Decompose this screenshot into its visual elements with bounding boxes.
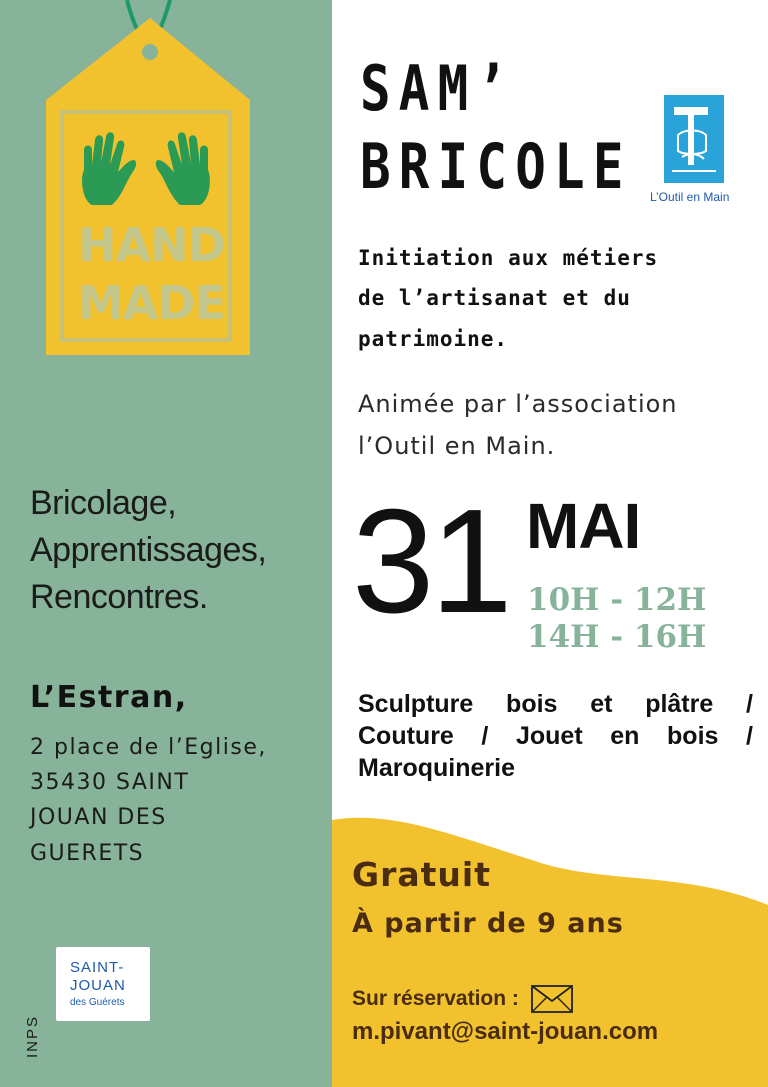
- event-title: [360, 50, 632, 205]
- age-requirement: À partir de 9 ans: [352, 908, 624, 939]
- word: plâtre: [645, 690, 714, 718]
- animated-by-text: [358, 383, 758, 467]
- workshop-line-3: [358, 752, 753, 784]
- animated-by-line-2: l’Outil en Main.: [358, 432, 556, 460]
- activities-list: [30, 480, 320, 621]
- logo-line-3: des Guérets: [70, 997, 125, 1008]
- inps-wrap: [24, 1010, 44, 1070]
- address-line-3: JOUAN DES: [30, 805, 167, 831]
- intro-line-2: de l’artisanat et du: [358, 286, 631, 311]
- contact-email[interactable]: m.pivant@saint-jouan.com: [352, 1018, 659, 1045]
- title-line-2: BRICOLE: [360, 129, 632, 203]
- logo-line-2: JOUAN: [70, 977, 126, 994]
- envelope-icon: [531, 985, 573, 1013]
- reservation-label: Sur réservation :: [352, 987, 519, 1010]
- intro-text: [358, 238, 738, 359]
- green-panel-corner: [300, 1040, 340, 1087]
- tag-text-hand: HAND: [78, 218, 225, 272]
- workshop-list: [358, 688, 753, 784]
- activity-rencontres: Rencontres.: [30, 577, 208, 616]
- word: bois: [506, 690, 558, 718]
- title-line-1: SAM’: [360, 52, 516, 125]
- activity-bricolage: Bricolage,: [30, 484, 177, 522]
- word: en: [610, 722, 640, 750]
- word: Maroquinerie: [358, 754, 515, 782]
- word: Jouet: [515, 722, 583, 750]
- intro-line-1: Initiation aux métiers: [358, 246, 659, 270]
- hours-afternoon: 14H - 16H: [527, 618, 707, 655]
- venue-name: L’Estran,: [30, 680, 188, 715]
- event-day: 31: [352, 479, 509, 644]
- word: /: [746, 722, 753, 750]
- reservation-row: [352, 985, 573, 1013]
- logo-line-1: SAINT-: [70, 959, 125, 976]
- tag-text-made: MADE: [78, 276, 225, 330]
- event-month: MAI: [526, 490, 641, 562]
- handmade-tag: [40, 0, 255, 362]
- event-hours: [527, 582, 706, 655]
- partner-caption: L’Outil en Main: [650, 190, 730, 204]
- address-line-2: 35430 SAINT: [30, 770, 190, 796]
- word: Sculpture: [358, 690, 474, 718]
- animated-by-line-1: Animée par l’association: [358, 390, 678, 418]
- address-line-1: 2 place de l’Eglise,: [30, 735, 267, 760]
- address-line-4: GUERETS: [30, 840, 145, 866]
- workshop-line-2: [358, 720, 753, 752]
- price-label: Gratuit: [352, 855, 491, 894]
- word: /: [746, 690, 753, 718]
- saint-jouan-logo: [56, 947, 150, 1021]
- venue-address: [30, 730, 320, 871]
- workshop-line-1: [358, 688, 753, 720]
- word: et: [590, 690, 613, 718]
- word: bois: [667, 722, 719, 750]
- word: /: [481, 722, 489, 750]
- word: Couture: [358, 722, 454, 750]
- intro-line-3: patrimoine.: [358, 326, 509, 351]
- hammer-hand-logo-icon: [664, 95, 724, 183]
- hours-morning: 10H - 12H: [527, 582, 707, 618]
- inps-label: INPS: [24, 1014, 41, 1058]
- activity-apprentissages: Apprentissages,: [30, 530, 267, 569]
